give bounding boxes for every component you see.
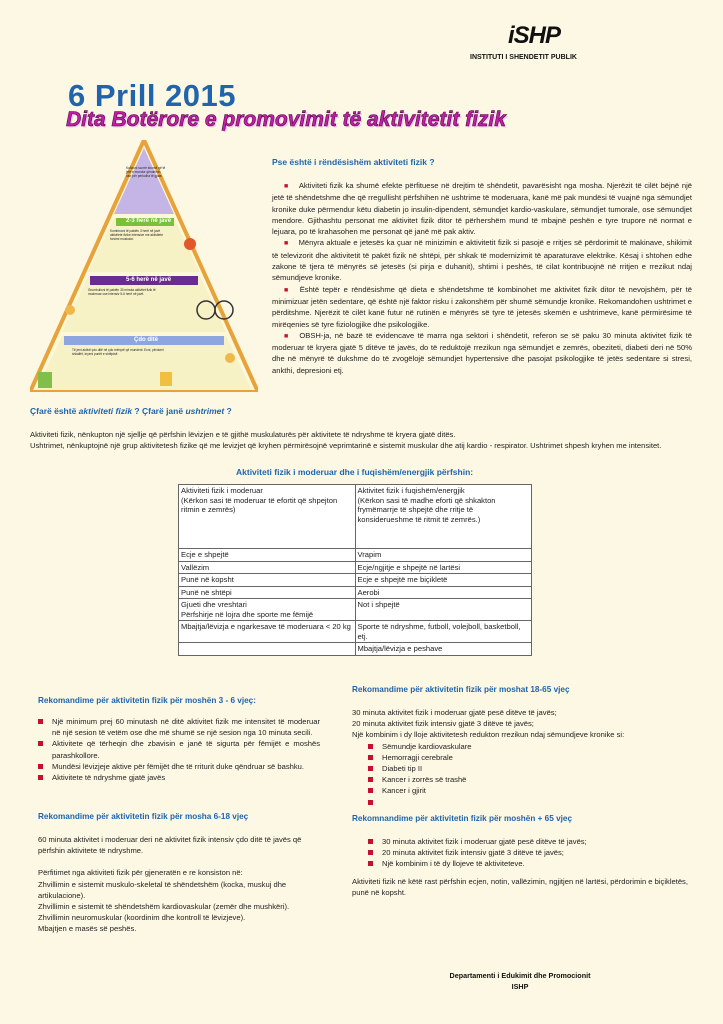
table-cell: [179, 643, 356, 656]
rec-6-18-body: [38, 834, 320, 935]
why-paragraph: ■ Mënyra aktuale e jetesës ka çuar në minizimin e aktivitetit fizik si pasojë e rritjes së përdorimit të makinave, shikimit të televizorit dhe aktivitetit të pakët fizik në shtëpi, për shkak të modernizimit të aparaturave elektrike. Kësaj i shtohen edhe zakone të tjera të mënyrës së jetesës (si pirja e duhanit), shtimi i peshës, të cilat kontribuojnë në rritjen e rrezikut ndaj sëmundjeve kronike.: [272, 238, 692, 283]
list-item: Kancer i zorrës së trashë: [352, 774, 692, 785]
what-body: [30, 429, 700, 451]
rec-3-6-list: [38, 716, 320, 783]
table-cell: Not i shpejtë: [355, 599, 532, 621]
rec-6-18-title: Rekomandime për aktivitetin fizik për mosha 6-18 vjeç: [38, 812, 249, 821]
list-item: Sëmundje kardiovaskulare: [352, 741, 692, 752]
pyramid-top-text: Kufizoni sa më shumë që të jetë e mundur qëndrimin ulur për periudha të gjata.: [126, 166, 166, 178]
table-cell: Ecje/ngjitje e shpejtë në lartësi: [355, 561, 532, 574]
person-head-icon: [225, 353, 235, 363]
activities-table-title: Aktiviteti fizik i moderuar dhe i fuqishëm/energjik përfshin:: [236, 467, 474, 477]
list-item: Një minimum prej 60 minutash në ditë aktivitet fizik me intensitet të moderuar në një sesion të vetëm ose dhe më shumë se një sesion nga 10 minuta secili.: [38, 716, 320, 738]
why-heading: Pse është i rëndësishëm aktiviteti fizik ?: [272, 157, 435, 167]
table-header-moderate: Aktiviteti fizik i moderuar (Kërkon sasi të moderuar të efortit që shpejton ritmin e zemrës): [179, 485, 356, 549]
logo-mark: iSHP: [508, 22, 561, 49]
table-cell: Mbajtja/lëvizja e ngarkesave të moderuara < 20 kg: [179, 621, 356, 643]
ishp-logo: [470, 22, 590, 68]
list-item: Aktivitete që tërheqin dhe zbavisin e janë të sigurta për fëmijët e moshës parashkollore.: [38, 738, 320, 760]
table-cell: Mbajtja/lëvizja e peshave: [355, 643, 532, 656]
bullet-square-icon: ■: [284, 240, 289, 248]
what-definition-activity: Aktiviteti fizik, nënkupton një sjellje që përfshin lëvizjen e të gjithë muskulaturës për aktivitete të ndryshme të kryera gjatë ditës.: [30, 430, 456, 439]
trash-bin-icon: [38, 372, 52, 388]
pyramid-level-3-text: Grumbulloni të paktën 30 minuta aktivitet fizik të moderuar ose intensiv 5-6 herë në javë.: [88, 288, 156, 296]
table-cell: Ecje e shpejtë me biçikletë: [355, 574, 532, 587]
list-item: Mundësi lëvizjeje aktive për fëmijët dhe të rriturit duke qëndruar së bashku.: [38, 761, 320, 772]
list-item: Kancer i gjirit: [352, 785, 692, 796]
list-item: Aktivitete të ndryshme gjatë javës: [38, 772, 320, 783]
footer-department: Departamenti i Edukimit dhe Promocionit: [449, 971, 591, 980]
rec-65-title: Rekomnandime për aktivitetin fizik për moshën + 65 vjeç: [352, 814, 573, 823]
pyramid-level-4-label: Çdo ditë: [134, 337, 158, 343]
pyramid-daily-text: Të jeni aktivë çdo ditë në çdo mënyrë që mundeni: Ecni, përdorni shkallët, kryeni punët e shtëpisë.: [72, 348, 164, 356]
activities-table: [178, 484, 532, 656]
table-row: [179, 549, 532, 562]
table-row: [179, 561, 532, 574]
rec-65-list: [352, 836, 697, 870]
rec-18-65-line: 20 minuta aktivitet fizik intensiv gjatë 3 ditëve të javës;: [352, 719, 534, 729]
table-cell: Punë në shtëpi: [179, 586, 356, 599]
list-item: Një kombinim i të dy llojeve të aktiviteteve.: [352, 858, 697, 869]
rec-18-65-line: 30 minuta aktivitet fizik i moderuar gjatë pesë ditëve të javës;: [352, 708, 557, 717]
bullet-square-icon: ■: [284, 183, 289, 190]
logo-institute-name: INSTITUTI I SHENDETIT PUBLIK: [470, 54, 577, 61]
rec-18-65-title: Rekomandime për aktivitetin fizik për moshat 18-65 vjeç: [352, 685, 570, 694]
why-body: [272, 180, 692, 376]
ball-icon: [184, 238, 196, 250]
list-item: [352, 797, 692, 808]
table-cell: Vrapim: [355, 549, 532, 562]
rec-65-outro: Aktiviteti fizik në këtë rast përfshin ecjen, notin, vallëzimin, ngjitjen në lartësi, përdorimin e biçikletës, punë në kopsht.: [352, 876, 688, 897]
why-paragraph: ■ Është tepër e rëndësishme që dieta e shëndetshme të kombinohet me aktivitet fizik ditor të nevojshëm, për të minimizuar jetën sedentare, që është një faktor risku i zakonshëm për shumë sëmundje kronike. Rekomandohen ushtrimet e përditshme. Njerëzit të cilët kanë futur në rutinën e mënyrës së tyre të jetesës skemën e ushtrimeve, kanë përmirësime të mirëqenies së tyre fiziologjike dhe psikologjike.: [272, 284, 692, 329]
rec-6-18-line: Mbajtjen e masës së peshës.: [38, 924, 137, 934]
table-row: [179, 599, 532, 621]
footer: [420, 970, 620, 992]
why-paragraph: ■ Aktiviteti fizik ka shumë efekte përfituese në drejtim të shëndetit, pavarësisht nga mosha. Njerëzit të cilët bëjnë një jetë të shëndetshme dhe që rregullisht përfshihen në ushtrime të moderuara, kanë më pak mundësi të vuajnë nga sëmundjet kronike duke përmendur këtu diabetin jo insulin-dipendent, sëmundjet kardio-vaskulare, sëmundjet tumorale, ose sëmundjet mendore. Gjithashtu personat me aktivitet fizik ditor të përhershëm mund të mbajnë peshën e tyre trupore në normat e lejuara, po të krahasohen me personat që janë më pak aktiv.: [272, 181, 692, 237]
list-item: 30 minuta aktivitet fizik i moderuar gjatë pesë ditëve të javës;: [352, 836, 697, 847]
pyramid-level-top: [114, 148, 174, 214]
list-item: Diabeti tip II: [352, 763, 692, 774]
bullet-square-icon: ■: [284, 286, 290, 294]
table-header-row: [179, 485, 532, 549]
spacer: [38, 856, 320, 867]
rec-18-65-list: [352, 741, 692, 808]
what-definition-exercise: Ushtrimet, nënkuptojnë një grup aktivitetesh fizike që me levizjet që kryhen përmirësojnë veprimtarinë e sistemit muskular dhe atij kardio - respirator. Ushtrimet shpesh kryhen me intensitet.: [30, 441, 662, 450]
event-title: Dita Botërore e promovimit të aktivitetit fizik: [66, 108, 506, 131]
rec-6-18-line: Zhvillimin e sistemit muskulo-skeletal të shëndetshëm (kocka, muskuj dhe artikulacione).: [38, 879, 287, 900]
table-row: [179, 586, 532, 599]
table-row: [179, 621, 532, 643]
person-head-icon: [65, 305, 75, 315]
table-row: [179, 574, 532, 587]
rec-18-65-line: Një kombinim i dy lloje aktivitetesh redukton rrezikun ndaj sëmundjeve kronike si:: [352, 730, 625, 740]
pyramid-level-3-label: 5-6 herë në javë: [126, 277, 172, 283]
rec-18-65-body: [352, 707, 692, 808]
table-header-vigorous: Aktivitet fizik i fuqishëm/energjik (Kërkon sasi të madhe eforti që shkakton frymëmarrje të shpejtë dhe rritje të konsiderueshme të ritmit të zemrës.): [355, 485, 532, 549]
table-cell: Aerobi: [355, 586, 532, 599]
table-cell: Punë në kopsht: [179, 574, 356, 587]
table-cell: Ecje e shpejtë: [179, 549, 356, 562]
table-row: [179, 643, 532, 656]
rec-6-18-intro: 60 minuta aktivitet i moderuar deri në aktivitet fizik intensiv çdo ditë të javës që përfshin aktivitete të ndryshme.: [38, 835, 302, 856]
bucket-icon: [160, 372, 172, 386]
rec-65-body: [352, 836, 697, 898]
event-date: 6 Prill 2015: [68, 78, 237, 113]
table-cell: Gjueti dhe vreshtari Përfshirje në lojra dhe sporte me fëmijë: [179, 599, 356, 621]
rec-6-18-line: Përfitimet nga aktiviteti fizik për gjeneratën e re konsiston në:: [38, 868, 243, 878]
footer-institute: ISHP: [511, 982, 529, 991]
rec-3-6-title: Rekomandime për aktivitetin fizik për moshën 3 - 6 vjeç:: [38, 696, 256, 705]
what-heading: Çfarë është aktiviteti fizik ? Çfarë janë ushtrimet ?: [30, 406, 232, 416]
pyramid-level-2-text: Kombinoni të paktën 3 herë në javë aktivitete fizike intensive me aktivitete forcimi muskulor.: [110, 229, 163, 241]
pyramid-level-2-label: 2-3 herë në javë: [126, 218, 172, 224]
why-paragraph: ■ OBSH-ja, në bazë të evidencave të marra nga sektori i shëndetit, referon se së paku 30 minuta aktivitet fizik të moderuar të kryera gjatë 5 ditëve të javës, do të reduktojë rrezikun nga sëmundjet e zemrës, obeziteti, diabeti deri në 50% dhe në mënyrë të dukshme do të zvogëlojë sëmundjet hypertensive dhe pasojat psikologjike të jetës sedentare si stresi, ankthi, depresioni etj.: [272, 330, 692, 375]
list-item: Hemorragji cerebrale: [352, 752, 692, 763]
table-cell: Sporte të ndryshme, futboll, volejboll, basketboll, etj.: [355, 621, 532, 643]
rec-6-18-line: Zhvillimin e sistemit të shëndetshëm kardiovaskular (zemër dhe mushkëri).: [38, 902, 290, 912]
table-cell: Vallëzim: [179, 561, 356, 574]
bullet-square-icon: ■: [284, 332, 290, 340]
activity-pyramid: [30, 140, 258, 392]
list-item: 20 minuta aktivitet fizik intensiv gjatë 3 ditëve të javës;: [352, 847, 697, 858]
rec-6-18-line: Zhvillimin neuromuskular (koordinim dhe kontroll të lëvizjeve).: [38, 913, 246, 923]
